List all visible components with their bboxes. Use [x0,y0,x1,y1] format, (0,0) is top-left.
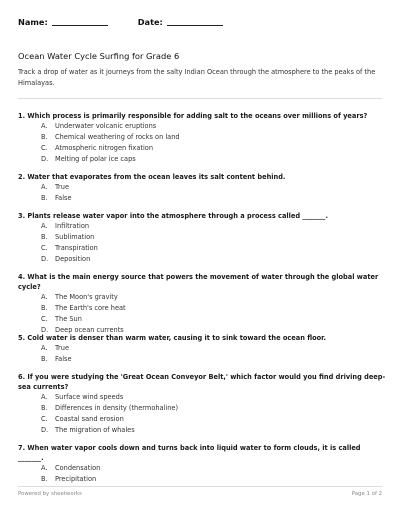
option-letter: B. [41,304,48,312]
page-number: Page 1 of 2 [351,491,382,497]
option-letter: B. [41,194,48,202]
option-letter: D. [41,255,49,263]
option-letter: C. [41,315,48,323]
question-6 [18,372,386,436]
option-text: Surface wind speeds [55,393,124,401]
option-text: Underwater volcanic eruptions [55,122,157,130]
option-letter: B. [41,133,48,141]
option-letter: A. [41,393,48,401]
question-text: 7. When water vapor cools down and turns back into liquid water to form clouds, it is called _______. [18,444,361,462]
question-text: 6. If you were studying the 'Great Ocean Conveyor Belt,' which factor would you find driving deep-sea currents? [18,373,386,391]
option-letter: B. [41,233,48,241]
name-label: Name: [18,17,48,27]
option-text: Deposition [55,255,91,263]
question-4 [18,272,386,336]
option-a[interactable] [18,392,386,403]
option-text: False [55,194,72,202]
option-letter: A. [41,122,48,130]
option-letter: A. [41,183,48,191]
option-text: Transpiration [55,244,98,252]
footer-divider [18,486,382,487]
option-text: The Earth's core heat [55,304,126,312]
option-text: Infiltration [55,222,90,230]
option-a[interactable] [18,292,386,303]
option-c[interactable] [18,243,386,254]
option-text: Precipitation [55,475,97,483]
footer-credit: Powered by sheetworks [18,491,82,497]
option-c[interactable] [18,143,386,154]
question-text: 4. What is the main energy source that powers the movement of water through the global water cycle? [18,273,379,291]
question-text: 5. Cold water is denser than warm water, causing it to sink toward the ocean floor. [18,334,326,342]
option-d[interactable] [18,154,386,165]
option-letter: B. [41,404,48,412]
name-blank[interactable] [52,18,108,26]
question-3 [18,211,386,265]
option-text: Melting of polar ice caps [55,155,136,163]
option-text: Sublimation [55,233,95,241]
date-label: Date: [137,17,163,27]
question-5 [18,333,386,365]
option-b[interactable] [18,132,386,143]
option-letter: D. [41,326,49,334]
divider [18,98,382,99]
option-text: The migration of whales [55,426,135,434]
question-text: 3. Plants release water vapor into the atmosphere through a process called _______. [18,212,328,220]
worksheet-title: Ocean Water Cycle Surfing for Grade 6 [18,51,180,61]
option-letter: C. [41,415,48,423]
option-b[interactable] [18,403,386,414]
option-text: Deep ocean currents [55,326,124,334]
option-letter: A. [41,344,48,352]
option-d[interactable] [18,254,386,265]
question-text: 2. Water that evaporates from the ocean leaves its salt content behind. [18,173,286,181]
date-blank[interactable] [167,18,223,26]
option-c[interactable] [18,314,386,325]
option-letter: A. [41,293,48,301]
option-text: False [55,355,72,363]
option-b[interactable] [18,303,386,314]
option-letter: A. [41,464,48,472]
option-a[interactable] [18,221,386,232]
option-text: Chemical weathering of rocks on land [55,133,180,141]
question-7 [18,443,386,485]
question-text: 1. Which process is primarily responsible for adding salt to the oceans over millions of years? [18,112,368,120]
option-a[interactable] [18,463,386,474]
option-a[interactable] [18,343,386,354]
option-text: True [55,344,70,352]
option-letter: D. [41,426,49,434]
option-letter: C. [41,244,48,252]
option-text: True [55,183,70,191]
option-text: Atmospheric nitrogen fixation [55,144,153,152]
option-letter: A. [41,222,48,230]
option-text: The Moon's gravity [55,293,118,301]
option-d[interactable] [18,425,386,436]
option-letter: B. [41,475,48,483]
option-text: The Sun [55,315,82,323]
option-c[interactable] [18,414,386,425]
option-b[interactable] [18,193,386,204]
option-b[interactable] [18,474,386,485]
question-2 [18,172,386,204]
option-letter: C. [41,144,48,152]
option-letter: D. [41,155,49,163]
option-text: Coastal sand erosion [55,415,124,423]
option-a[interactable] [18,121,386,132]
question-1 [18,111,386,165]
option-a[interactable] [18,182,386,193]
option-text: Condensation [55,464,101,472]
worksheet-description: Track a drop of water as it journeys from the salty Indian Ocean through the atmosphere to the peaks of the Himalayas. [18,68,376,87]
option-b[interactable] [18,354,386,365]
header-fields [18,17,223,27]
option-text: Differences in density (thermohaline) [55,404,179,412]
option-letter: B. [41,355,48,363]
option-b[interactable] [18,232,386,243]
